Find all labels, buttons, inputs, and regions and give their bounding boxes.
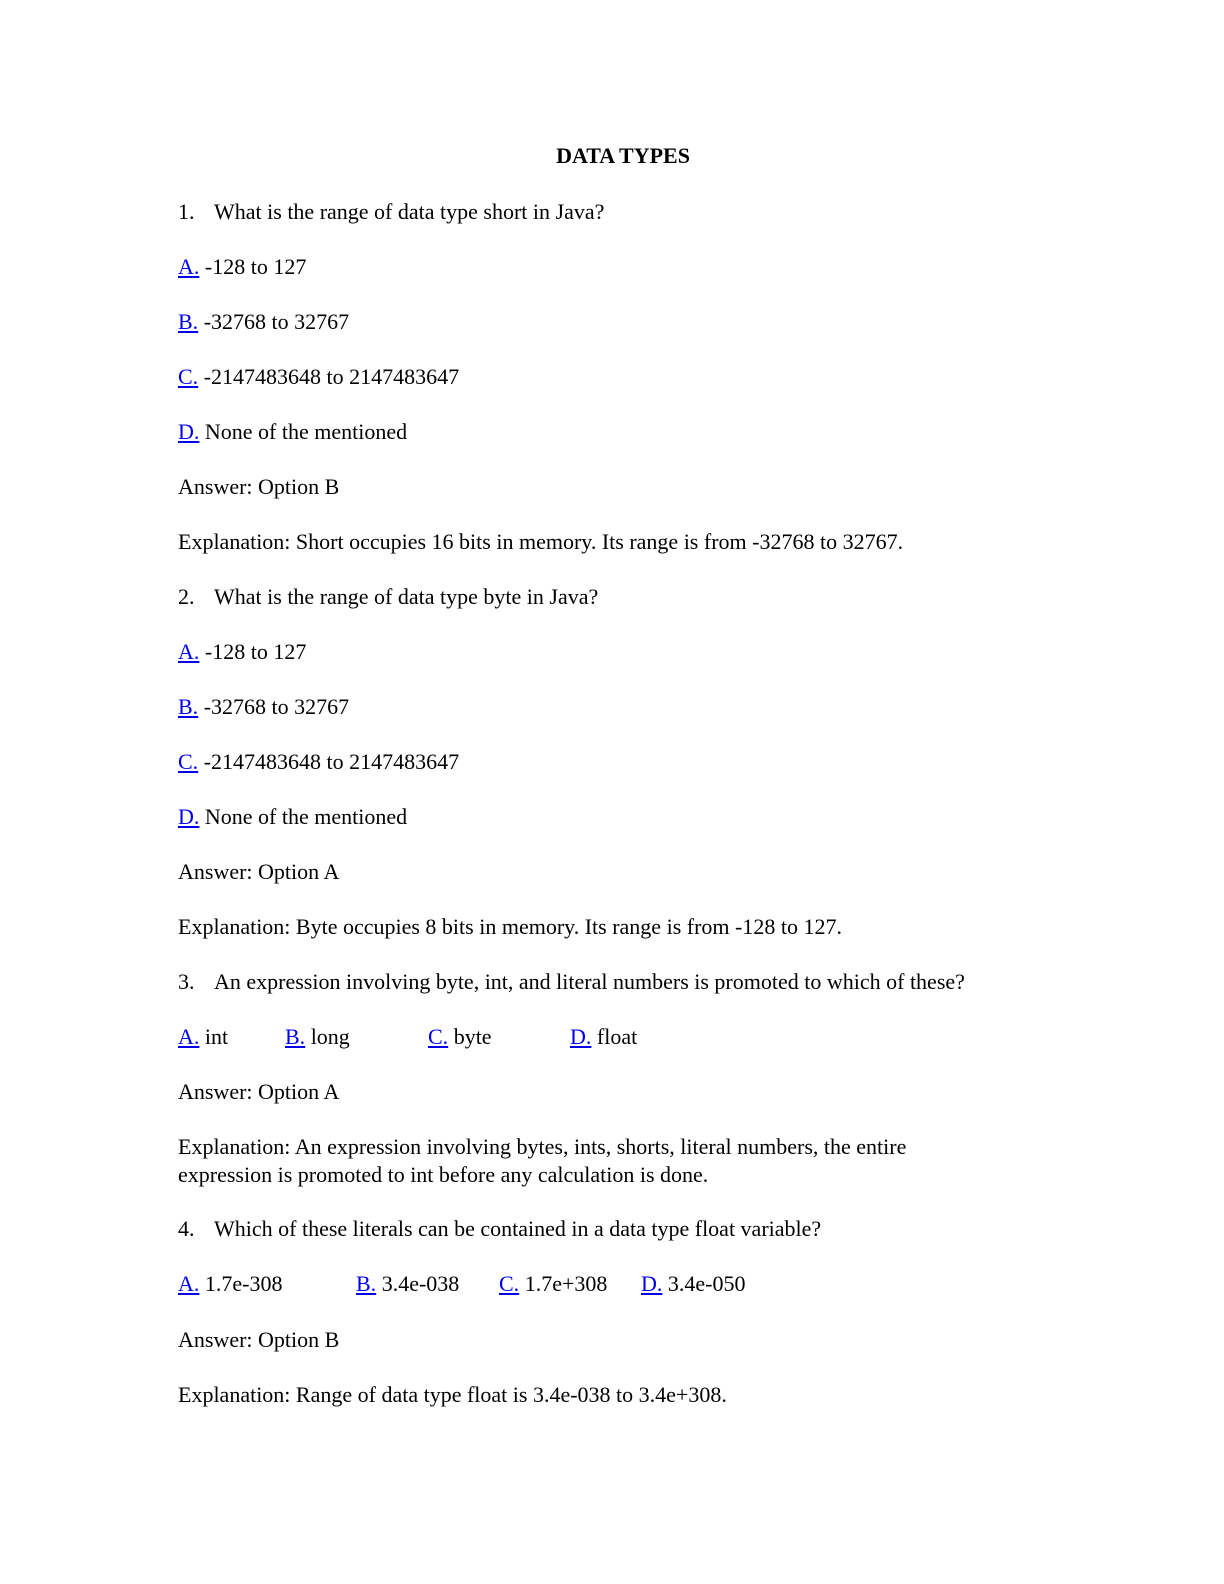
option-link[interactable]: A.	[178, 254, 200, 279]
option-link[interactable]: B.	[178, 309, 199, 334]
q4-option-b	[356, 1270, 459, 1298]
option-text: 1.7e-308	[199, 1271, 283, 1296]
question-3	[178, 968, 965, 996]
option-link[interactable]: A.	[178, 1271, 200, 1296]
q1-answer: Answer: Option B	[178, 474, 340, 499]
option-text: 3.4e-038	[376, 1271, 460, 1296]
question-number: 2.	[178, 584, 195, 609]
option-text: -32768 to 32767	[198, 694, 350, 719]
q1-option-c	[178, 363, 459, 391]
option-text: -32768 to 32767	[198, 309, 350, 334]
q2-explanation: Explanation: Byte occupies 8 bits in memory. Its range is from -128 to 127.	[178, 914, 842, 939]
q4-option-c	[499, 1270, 607, 1298]
question-text: An expression involving byte, int, and literal numbers is promoted to which of these?	[214, 969, 965, 994]
option-link[interactable]: C.	[178, 749, 199, 774]
option-link[interactable]: A.	[178, 1024, 200, 1049]
option-link[interactable]: C.	[428, 1024, 449, 1049]
q4-explanation: Explanation: Range of data type float is 3.4e-038 to 3.4e+308.	[178, 1382, 727, 1407]
option-link[interactable]: B.	[178, 694, 199, 719]
question-number: 1.	[178, 199, 195, 224]
question-text: Which of these literals can be contained in a data type float variable?	[214, 1216, 822, 1241]
option-link[interactable]: A.	[178, 639, 200, 664]
q1-explanation: Explanation: Short occupies 16 bits in memory. Its range is from -32768 to 32767.	[178, 529, 904, 554]
option-text: byte	[448, 1024, 492, 1049]
q2-option-b	[178, 693, 349, 721]
option-text: 3.4e-050	[662, 1271, 746, 1296]
question-text: What is the range of data type byte in Java?	[214, 584, 599, 609]
option-text: -128 to 127	[199, 639, 307, 664]
q2-option-a	[178, 638, 306, 666]
option-text: 1.7e+308	[519, 1271, 608, 1296]
q3-option-c	[428, 1023, 492, 1051]
q2-answer: Answer: Option A	[178, 859, 340, 884]
question-number: 3.	[178, 969, 195, 994]
option-text: -2147483648 to 2147483647	[198, 364, 460, 389]
page-title: DATA TYPES	[556, 143, 690, 168]
q3-option-d	[570, 1023, 637, 1051]
question-text: What is the range of data type short in Java?	[214, 199, 605, 224]
option-link[interactable]: B.	[285, 1024, 306, 1049]
option-text: None of the mentioned	[199, 419, 408, 444]
option-text: None of the mentioned	[199, 804, 408, 829]
option-link[interactable]: B.	[356, 1271, 377, 1296]
q4-answer: Answer: Option B	[178, 1327, 340, 1352]
q2-option-c	[178, 748, 459, 776]
q4-option-a	[178, 1270, 282, 1298]
question-2	[178, 583, 598, 611]
option-link[interactable]: D.	[570, 1024, 592, 1049]
q3-option-b	[285, 1023, 350, 1051]
q2-option-d	[178, 803, 407, 831]
option-link[interactable]: D.	[178, 419, 200, 444]
option-link[interactable]: C.	[499, 1271, 520, 1296]
option-text: float	[591, 1024, 638, 1049]
q3-option-a	[178, 1023, 228, 1051]
q3-answer: Answer: Option A	[178, 1079, 340, 1104]
question-1	[178, 198, 604, 226]
option-text: long	[305, 1024, 350, 1049]
q4-option-d	[641, 1270, 745, 1298]
option-text: -128 to 127	[199, 254, 307, 279]
q3-explanation-line-2: expression is promoted to int before any calculation is done.	[178, 1162, 709, 1187]
option-link[interactable]: D.	[178, 804, 200, 829]
q1-option-a	[178, 253, 306, 281]
q1-option-b	[178, 308, 349, 336]
question-number: 4.	[178, 1216, 195, 1241]
option-text: -2147483648 to 2147483647	[198, 749, 460, 774]
q3-explanation-line-1: Explanation: An expression involving bytes, ints, shorts, literal numbers, the entire	[178, 1134, 907, 1159]
question-4	[178, 1215, 821, 1243]
option-link[interactable]: C.	[178, 364, 199, 389]
q1-option-d	[178, 418, 407, 446]
option-link[interactable]: D.	[641, 1271, 663, 1296]
option-text: int	[199, 1024, 229, 1049]
